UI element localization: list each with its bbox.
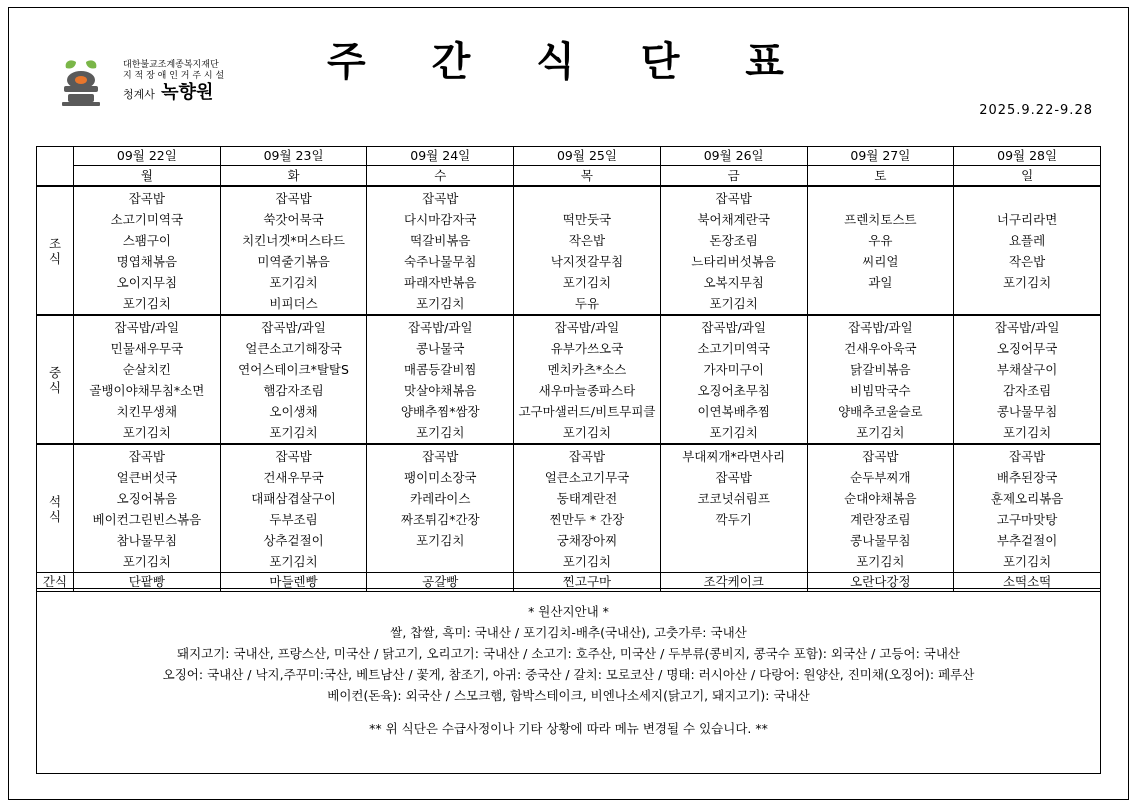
menu-item: 유부가쓰오국	[550, 341, 624, 356]
menu-item: 포기김치	[1002, 425, 1052, 440]
menu-item: 양배추코울슬로	[838, 404, 923, 419]
menu-item: 비피더스	[269, 296, 318, 311]
menu-item: 훈제오리볶음	[990, 491, 1064, 506]
menu-item: 베이컨그린빈스볶음	[92, 512, 202, 527]
origin-line: 오징어: 국내산 / 낙지,주꾸미:국산, 베트남산 / 꽃게, 참조기, 아귀: 중국산 / 갈치: 모로코산 / 명태: 러시아산 / 다랑어: 원양산, 진미채(오징어): 페루산	[162, 667, 975, 682]
menu-cell	[954, 186, 1101, 315]
menu-item: 포기김치	[122, 296, 171, 311]
menu-item: 잡곡밥	[422, 449, 459, 464]
menu-item: 낙지젓갈무침	[550, 254, 624, 269]
menu-item: 작은밥	[568, 233, 606, 248]
menu-item: 우유	[868, 233, 893, 248]
menu-item: 파래자반볶음	[404, 275, 477, 290]
menu-item: 포기김치	[709, 296, 758, 311]
meal-label-lunch	[37, 315, 74, 444]
origin-line: 쌀, 찹쌀, 흑미: 국내산 / 포기김치-배추(국내산), 고춧가루: 국내산	[390, 625, 747, 640]
day-of-week: 수	[367, 166, 514, 187]
menu-cell	[74, 315, 221, 444]
menu-item: 짜조튀김*간장	[400, 512, 480, 527]
menu-item: 햄감자조림	[263, 383, 324, 398]
day-of-week: 월	[74, 166, 221, 187]
menu-item: 궁채장아찌	[556, 533, 618, 548]
menu-item: 골뱅이야채무침*소면	[89, 383, 205, 398]
day-of-week: 금	[660, 166, 807, 187]
menu-cell	[514, 315, 661, 444]
header-dow-row	[37, 166, 1101, 187]
menu-cell	[807, 186, 954, 315]
snack-label: 간식	[37, 573, 74, 592]
menu-item: 포기김치	[269, 425, 318, 440]
menu-item: 대패삼겹살구이	[251, 491, 336, 506]
menu-cell	[220, 444, 367, 573]
menu-item: 포기김치	[856, 425, 905, 440]
meal-label-char: 식	[48, 379, 62, 395]
menu-item: 잡곡밥	[275, 191, 312, 206]
page-title: 주 간 식 단 표	[327, 39, 810, 85]
menu-item: 이연복배추찜	[697, 404, 770, 419]
menu-item: 얼큰소고기무국	[544, 470, 630, 485]
menu-cell	[74, 186, 221, 315]
menu-item	[661, 530, 807, 551]
menu-item: 돈장조림	[709, 233, 758, 248]
menu-item: 쑥갓어묵국	[263, 212, 324, 227]
snack-item: 단팥빵	[74, 573, 221, 592]
menu-item: 잡곡밥	[715, 470, 752, 485]
notice-footer: ** 위 식단은 수급사정이나 기타 상황에 따라 메뉴 변경될 수 있습니다. **	[369, 721, 768, 736]
menu-item: 포기김치	[416, 425, 465, 440]
menu-item: 순대야채볶음	[844, 491, 917, 506]
menu-item: 콩나물국	[416, 341, 465, 356]
menu-item: 포기김치	[562, 275, 612, 290]
menu-item: 스팸구이	[122, 233, 171, 248]
menu-cell	[74, 444, 221, 573]
menu-item: 포기김치	[122, 425, 171, 440]
menu-item: 연어스테이크*탈탈S	[238, 362, 349, 377]
menu-item: 고구마맛탕	[996, 512, 1058, 527]
menu-item: 민물새우무국	[110, 341, 184, 356]
menu-item	[808, 188, 954, 209]
day-of-week: 토	[807, 166, 954, 187]
menu-item: 상추겉절이	[263, 533, 324, 548]
menu-item	[514, 188, 660, 209]
menu-item: 잡곡밥/과일	[994, 320, 1060, 335]
menu-cell	[220, 315, 367, 444]
snack-item: 오란다강정	[807, 573, 954, 592]
meal-label-char: 식	[48, 250, 62, 266]
meal-label-breakfast	[37, 186, 74, 315]
menu-item: 프렌치토스트	[844, 212, 917, 227]
menu-item: 잡곡밥/과일	[114, 320, 180, 335]
menu-item: 다시마감자국	[404, 212, 477, 227]
menu-item: 느타리버섯볶음	[691, 254, 776, 269]
menu-cell	[514, 186, 661, 315]
origin-line: 베이컨(돈육): 외국산 / 스모크햄, 함박스테이크, 비엔나소세지(닭고기, 돼지고기): 국내산	[327, 688, 810, 703]
day-date: 09월 25일	[514, 147, 661, 166]
origin-notes	[36, 588, 1101, 774]
weekly-menu-table	[36, 146, 1101, 592]
menu-cell	[367, 186, 514, 315]
menu-item: 포기김치	[856, 554, 905, 569]
day-of-week: 목	[514, 166, 661, 187]
org-prefix: 청계사	[123, 88, 155, 101]
menu-cell	[660, 444, 807, 573]
menu-item: 소고기미역국	[697, 341, 770, 356]
meal-label-dinner	[37, 444, 74, 573]
menu-item: 잡곡밥	[128, 191, 165, 206]
menu-item: 잡곡밥	[422, 191, 459, 206]
lotus-emblem-icon	[62, 60, 100, 106]
menu-item: 잡곡밥	[128, 449, 165, 464]
menu-item: 미역줄기볶음	[257, 254, 330, 269]
menu-item: 포기김치	[269, 554, 318, 569]
menu-item: 떡만둣국	[562, 212, 612, 227]
menu-item: 잡곡밥	[275, 449, 312, 464]
menu-item: 북어채계란국	[697, 212, 770, 227]
menu-item: 멘치카츠*소스	[547, 362, 627, 377]
snack-item: 조각케이크	[660, 573, 807, 592]
menu-item: 너구리라면	[996, 212, 1058, 227]
org-facility: 지 적 장 애 인 거 주 시 설	[123, 71, 225, 81]
menu-item: 잡곡밥	[715, 191, 752, 206]
day-date: 09월 28일	[954, 147, 1101, 166]
menu-cell	[807, 444, 954, 573]
menu-item: 씨리얼	[862, 254, 899, 269]
menu-item: 감자조림	[1002, 383, 1052, 398]
menu-item: 소고기미역국	[110, 212, 184, 227]
menu-item: 닭갈비볶음	[850, 362, 911, 377]
menu-cell	[660, 186, 807, 315]
menu-item: 잡곡밥	[1008, 449, 1046, 464]
menu-item: 콩나물무침	[996, 404, 1058, 419]
menu-item: 새우마늘종파스타	[538, 383, 636, 398]
day-of-week: 일	[954, 166, 1101, 187]
menu-item: 양배추찜*쌈장	[400, 404, 480, 419]
menu-item: 건새우아욱국	[844, 341, 917, 356]
menu-item: 배추된장국	[996, 470, 1058, 485]
meal-label-char: 조	[48, 235, 62, 251]
menu-item: 포기김치	[1002, 275, 1052, 290]
menu-item: 잡곡밥/과일	[701, 320, 766, 335]
menu-item: 치킨무생채	[116, 404, 178, 419]
menu-item: 콩나물무침	[850, 533, 911, 548]
period-range: 2025.9.22-9.28	[979, 103, 1093, 118]
menu-item: 잡곡밥/과일	[848, 320, 913, 335]
menu-cell	[367, 315, 514, 444]
menu-item: 포기김치	[269, 275, 318, 290]
menu-item: 잡곡밥/과일	[407, 320, 473, 335]
menu-item: 깍두기	[715, 512, 752, 527]
day-date: 09월 27일	[807, 147, 954, 166]
menu-item: 맛살야채볶음	[404, 383, 477, 398]
menu-item: 부채살구이	[996, 362, 1058, 377]
menu-item: 비빔막국수	[850, 383, 911, 398]
menu-item: 과일	[868, 275, 893, 290]
menu-item: 숙주나물무침	[404, 254, 477, 269]
menu-item	[954, 293, 1100, 314]
menu-item: 얼큰버섯국	[116, 470, 178, 485]
snack-item: 소떡소떡	[954, 573, 1101, 592]
menu-cell	[220, 186, 367, 315]
header-date-row	[37, 147, 1101, 166]
meal-row-breakfast	[37, 186, 1101, 315]
menu-item: 작은밥	[1008, 254, 1046, 269]
menu-item	[367, 551, 513, 572]
meal-label-char: 식	[48, 508, 62, 524]
day-date: 09월 24일	[367, 147, 514, 166]
menu-item: 카레라이스	[410, 491, 471, 506]
org-foundation: 대한불교조계종복지재단	[123, 60, 219, 70]
origin-line: 돼지고기: 국내산, 프랑스산, 미국산 / 닭고기, 오리고기: 국내산 / 소고기: 호주산, 미국산 / 두부류(콩비지, 콩국수 포함): 외국산 / 고등어: 국내산	[177, 646, 960, 661]
menu-item: 포기김치	[122, 554, 171, 569]
meal-label-char: 석	[48, 493, 62, 509]
menu-item: 포기김치	[562, 554, 612, 569]
menu-cell	[367, 444, 514, 573]
menu-item: 오징어무국	[996, 341, 1058, 356]
menu-item: 고구마샐러드/비트무피클	[518, 404, 656, 419]
snack-item: 공갈빵	[367, 573, 514, 592]
day-date: 09월 22일	[74, 147, 221, 166]
menu-item: 두유	[574, 296, 600, 311]
snack-item: 찐고구마	[514, 573, 661, 592]
menu-item: 오복지무침	[703, 275, 764, 290]
menu-item: 매콤등갈비찜	[404, 362, 477, 377]
menu-item	[661, 551, 807, 572]
menu-item: 참나물무침	[116, 533, 178, 548]
day-date: 09월 26일	[660, 147, 807, 166]
menu-item: 코코넛쉬림프	[697, 491, 770, 506]
menu-item: 포기김치	[1002, 554, 1052, 569]
menu-item: 오이지무침	[116, 275, 178, 290]
menu-item: 찐만두 * 간장	[549, 512, 625, 527]
menu-item: 건새우무국	[263, 470, 324, 485]
menu-cell	[660, 315, 807, 444]
snack-item: 마들렌빵	[220, 573, 367, 592]
menu-item: 치킨너겟*머스타드	[242, 233, 345, 248]
menu-cell	[807, 315, 954, 444]
menu-item: 포기김치	[416, 533, 465, 548]
menu-item: 잡곡밥/과일	[261, 320, 326, 335]
menu-cell	[954, 315, 1101, 444]
menu-item: 오이생채	[269, 404, 318, 419]
menu-item: 가자미구이	[703, 362, 764, 377]
meal-row-dinner	[37, 444, 1101, 573]
menu-item: 포기김치	[709, 425, 758, 440]
menu-item: 포기김치	[562, 425, 612, 440]
meal-label-char: 중	[48, 364, 62, 380]
menu-item: 요플레	[1008, 233, 1046, 248]
origin-heading: * 원산지안내 *	[528, 604, 609, 619]
menu-item: 잡곡밥	[568, 449, 606, 464]
menu-item: 부추겉절이	[996, 533, 1058, 548]
menu-cell	[954, 444, 1101, 573]
corner-cell	[37, 147, 74, 187]
menu-item: 계란장조림	[850, 512, 911, 527]
org-main-name: 녹향원	[161, 82, 214, 103]
menu-item: 순두부찌개	[850, 470, 911, 485]
menu-item: 명엽채볶음	[116, 254, 178, 269]
menu-item: 떡갈비볶음	[410, 233, 471, 248]
org-name-block	[123, 60, 224, 106]
menu-item: 순살치킨	[122, 362, 171, 377]
day-of-week: 화	[220, 166, 367, 187]
menu-item: 두부조림	[269, 512, 318, 527]
menu-item: 오징어초무침	[697, 383, 770, 398]
org-title	[123, 82, 224, 106]
menu-item: 부대찌개*라면사리	[682, 449, 786, 464]
menu-item: 포기김치	[416, 296, 465, 311]
menu-item	[808, 293, 954, 314]
meal-row-lunch	[37, 315, 1101, 444]
menu-item: 오징어볶음	[116, 491, 178, 506]
menu-item: 잡곡밥/과일	[554, 320, 620, 335]
menu-item	[954, 188, 1100, 209]
menu-item: 팽이미소장국	[404, 470, 477, 485]
day-date: 09월 23일	[220, 147, 367, 166]
menu-item: 동태계란전	[556, 491, 618, 506]
menu-cell	[514, 444, 661, 573]
menu-item: 잡곡밥	[862, 449, 899, 464]
menu-item: 얼큰소고기해장국	[245, 341, 342, 356]
